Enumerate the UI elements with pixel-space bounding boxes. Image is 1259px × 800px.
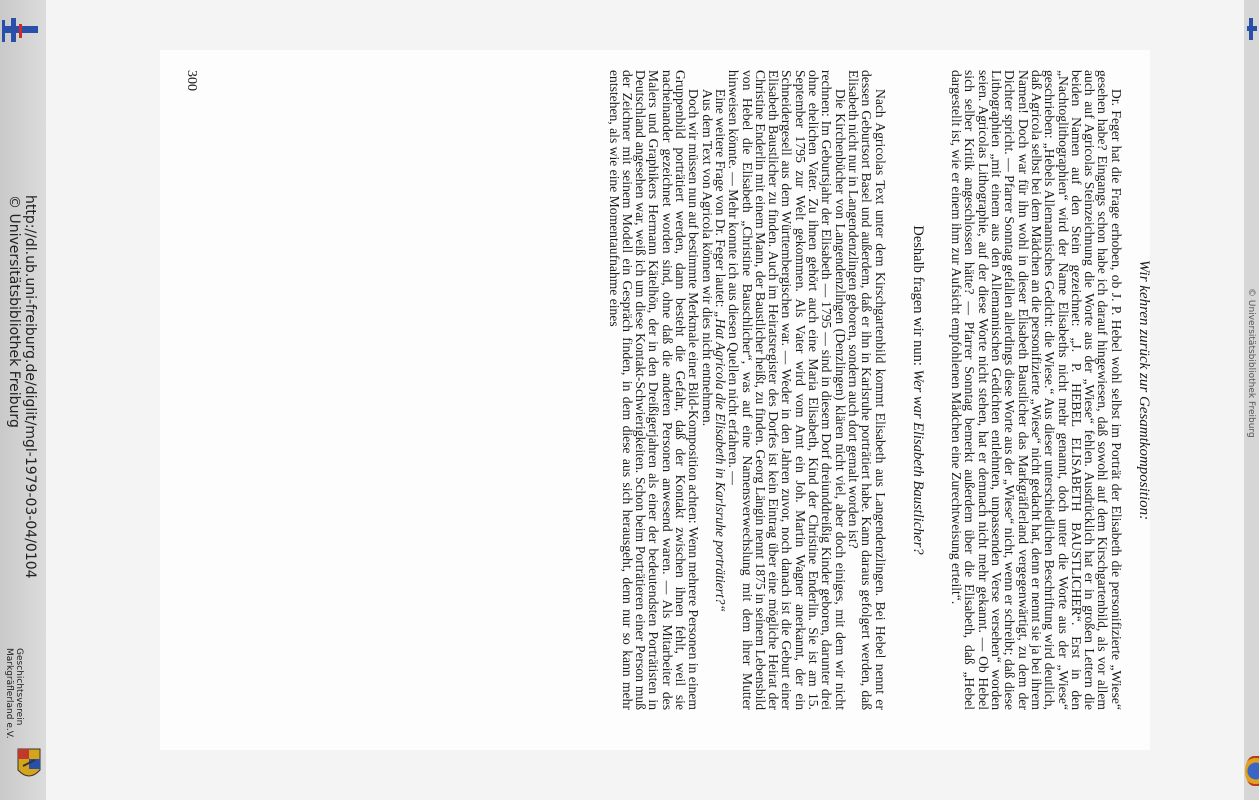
society-label bbox=[4, 648, 24, 739]
uni-freiburg-logo-icon bbox=[2, 16, 38, 46]
question-prefix: Deshalb fragen wir nun: bbox=[909, 225, 926, 370]
paragraph-1: Dr. Feger hat die Frage erhoben, ob J. P. Hebel wohl selbst im Porträt der Elisabeth die personifizierte „Wiese“ gesehen habe? Eingangs schon habe ich darauf hingewiesen, daß sowohl auf dem Kirschgartenbild, als vor allem auch auf Agricolas Steinzeichnung die Worte aus der „Wiese“ fehlen. Ausdrücklich hat er in großen Lettern die beiden Namen auf den Stein gezeichnet: „J. P. HEBEL ELISABETH BAUSTLICHER“. Erst in den „Nachtoglithographien“ wird der Name Elisabeths nicht mehr genannt, doch unter die Worte aus der „Wiese“ geschrieben: „Hebels Allemannisches Gedicht: die Wiese.“ Aus dieser unterschiedlichen Beschriftung wird deutlich, daß Agricola selbst bei dem Mädchen an die personifizierte „Wiese“ nicht gedacht hat, denn er nennt sie ja bei ihrem Namen! Doch war für ihn wohl in dieser Elisabeth Baustlicher das Markgräflerland vergegenwärtigt, zu dem der Dichter spricht. — Pfarrer Sonntag gefallen allerdings diese Worte aus der „Wiese“ nicht, wenn er schreibt; daß diese Lithographien „mit einem aus den Allemannischen Gedichten entlehnten, unpassenden Verse versehen“ worden seien. Agricolas Lithographie, auf der diese Worte nicht stehen, hat er demnach nicht mehr gekannt. — Ob Hebel sich selber Kritik angeschlossen hätte? — Pfarrer Sonntag bemerkt außerdem über die Elisabeth, daß „Hebel dargestellt ist, wie er einem ihm zur Aufsicht empfohlenen Mädchen eine Zurechtweisung erteilt“. bbox=[949, 70, 1124, 710]
right-edge-caption: © Universitätsbibliothek Freiburg bbox=[1246, 288, 1256, 438]
paragraph-2: Nach Agricolas Text unter dem Kirschgartenbild kommt Elisabeth aus Langendenzlingen. Bei Hebel nennt er dessen Geburtsort Basel und außerdem, daß er ihn in Karlsruhe porträtiert habe. Kann daraus gefolgert werden, daß Elisabeth nicht nur in Langendenzlingen geboren, sondern auch dort gemalt worden ist? bbox=[845, 70, 888, 710]
paragraph-4-prefix: Eine weitere Frage von Dr. Feger lautet: bbox=[712, 89, 728, 311]
copyright-line: © Universitätsbibliothek Freiburg bbox=[6, 195, 22, 428]
ub-seal-icon bbox=[1245, 756, 1259, 786]
permalink-url[interactable]: http://dl.ub.uni-freiburg.de/diglit/mgl-1979-03-04/0104 bbox=[22, 195, 38, 579]
paragraph-6: Doch wir müssen nun auf bestimmte Merkmale einer Bild-Komposition achten: Wenn mehrere Personen in einem Gruppenbild porträtiert werden, dann besteht die Gefahr, daß der Kontakt zwischen ihnen fehlt, weil sie nacheinander gezeichnet worden sind, ohne daß die anderen Personen anwesend waren. — Als Mitarbeiter des Malers und Graphikers Hermann Kätelhön, der in den Dreißigerjahren als einer der bedeutendsten Porträtisten in Deutschland angesehen war, weiß ich um diese Kontakt-Schwierigkeiten. Schon beim Porträtieren einer Person muß der Zeichner mit seinem Modell ein Gespräch finden, in dem diese aus sich herausgeht, denn nur so kann mehr entstehen, als wie eine Momentaufnahme eines bbox=[606, 70, 702, 710]
question-emphasis: Wer war Elisabeth Baustlicher? bbox=[909, 369, 926, 555]
page-number: 300 bbox=[184, 70, 199, 91]
society-line-2: Markgräflerland e.V. bbox=[4, 648, 14, 739]
page-text-content bbox=[170, 70, 1150, 710]
society-line-1: Geschichtsverein bbox=[14, 648, 24, 726]
question-heading bbox=[911, 70, 924, 710]
paragraph-5: Aus dem Text von Agricola können wir dies nicht entnehmen. bbox=[699, 89, 715, 427]
section-heading: Wir kehren zurück zur Gesamtkomposition: bbox=[1136, 259, 1152, 521]
paragraph-4-emphasis: „Hat Agricola die Elisabeth in Karlsruhe porträtiert?“ bbox=[712, 311, 728, 613]
ub-logo-icon bbox=[1247, 18, 1257, 40]
paragraph-3: Die Kirchenbücher von Langendenzlingen (Denzlingen) klären nicht viel, aber doch einiges, mit dem wir nicht rechnen: Im Geburtsjahr der Elisabeth — 1795 — sind in diesem Dorf dreiunddreißig Kinder geboren, darunter drei ohne ehelichen Vater. Zu ihnen gehört auch eine Maria Elisabeth, Kind der Christine Enderlin. Sie ist am 15. September 1795 zur Welt gekommen. Als Vater wird vom Amt ein Joh. Martin Wagner anerkannt, der ein Schneidergesell aus dem Württembergischen war. — Weder in den Jahren zuvor, noch danach ist die Geburt einer Elisabeth Baustlicher zu finden. Auch im Heiratsregister des Dorfes ist kein Eintrag über eine mögliche Heirat der Christine Enderlin mit einem Mann, der Baustlicher heißt, zu finden. Georg Längin nennt 1875 in seinem Lebensbild von Hebel die Elisabeth „Christine Bauschlicher“, was auf eine Namensverwechslung mit dem ihrer Mutter hinweisen könnte. — Mehr konnte ich aus diesen Quellen nicht erfahren. — bbox=[726, 70, 848, 710]
society-crest-icon bbox=[17, 748, 41, 782]
sidebar-url-block bbox=[6, 195, 38, 579]
paragraph-4 bbox=[714, 70, 727, 710]
